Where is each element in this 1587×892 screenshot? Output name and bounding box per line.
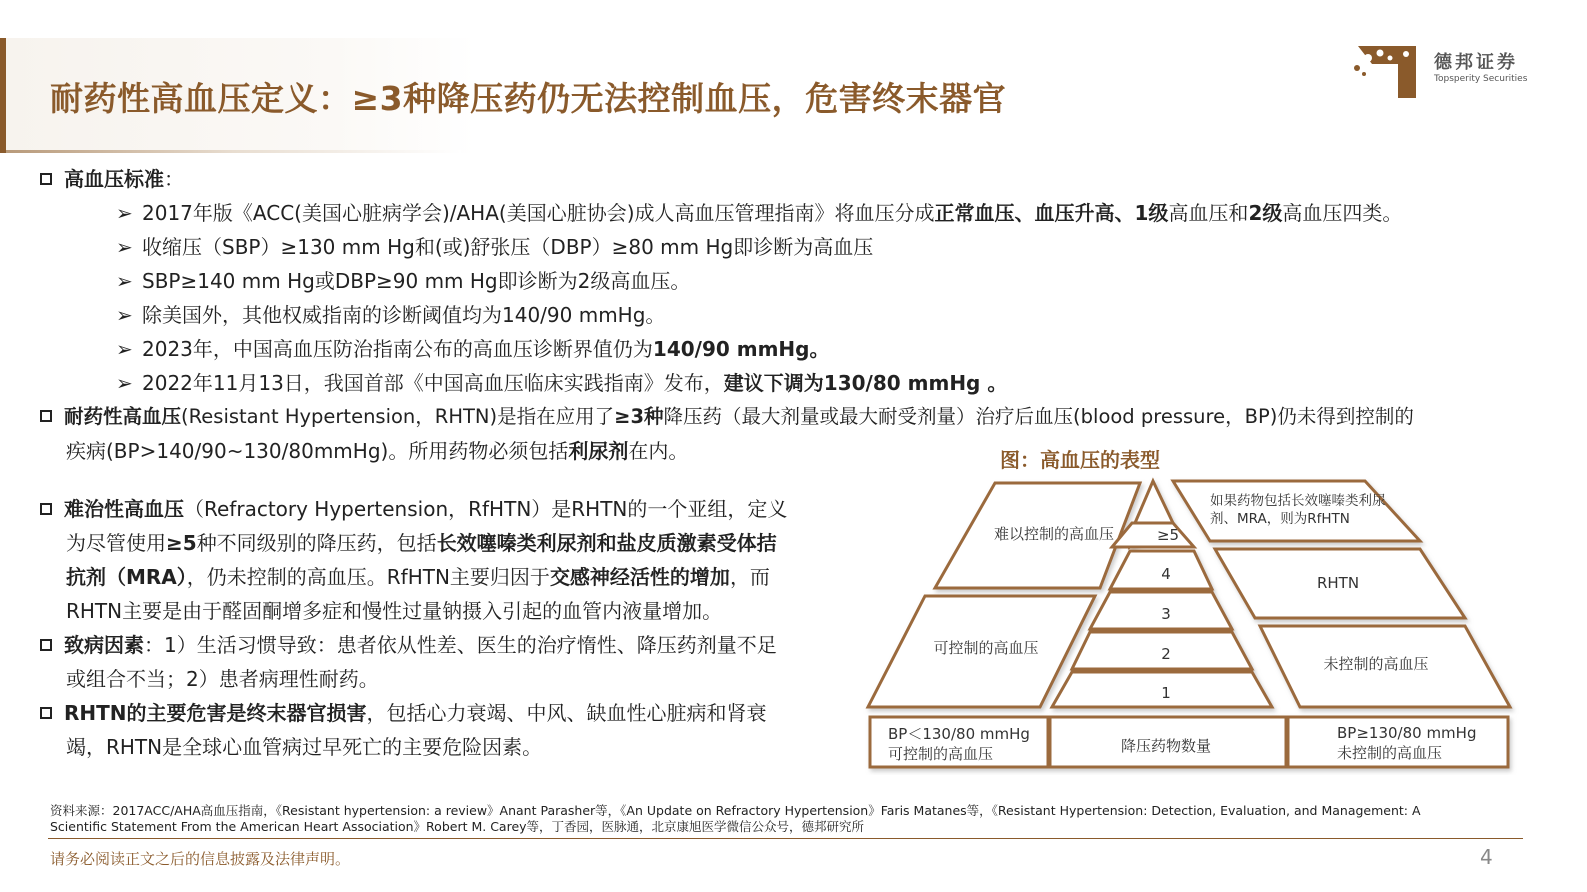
section-rhtn-definition-cont: 疾病(BP>140/90~130/80mmHg)。所用药物必须包括利尿剂在内。	[66, 439, 689, 463]
section-causes-line2: 或组合不当；2）患者病理性耐药。	[66, 667, 379, 691]
label-uncontrollable: 难以控制的高血压	[993, 525, 1115, 543]
page-number: 4	[1480, 845, 1493, 869]
source-note	[50, 803, 1490, 835]
label-rfhtn-line1: 如果药物包括长效噻嗪类利尿	[1210, 493, 1386, 509]
bullet-square-icon	[40, 707, 52, 719]
level-label-3: 3	[1161, 605, 1171, 623]
section-hypertension-standard: 高血压标准：	[40, 166, 184, 192]
bullet-square-icon	[40, 410, 52, 422]
section-harm: RHTN的主要危害是终末器官损害，包括心力衰竭、中风、缺血性心脏病和肾衰	[40, 700, 767, 726]
bullet-5: ➢ 2023年，中国高血压防治指南公布的高血压诊断界值仍为140/90 mmHg。	[116, 337, 830, 361]
bullet-2: ➢ 收缩压（SBP）≥130 mm Hg和(或)舒张压（DBP）≥80 mm Hg即诊断为高血压	[116, 235, 874, 259]
section-rfhtn: 难治性高血压（Refractory Hypertension，RfHTN）是RHTN的一个亚组，定义	[40, 496, 787, 522]
logo-english-name: Topsperity Securities	[1434, 74, 1528, 84]
arrow-bullet-icon: ➢	[116, 269, 133, 293]
bullet-1: ➢ 2017年版《ACC(美国心脏病学会)/AHA(美国心脏协会)成人高血压管理指南》将血压分成正常血压、血压升高、1级高血压和2级高血压四类。	[116, 201, 1403, 225]
bullet-4: ➢ 除美国外，其他权威指南的诊断阈值均为140/90 mmHg。	[116, 303, 666, 327]
label-uncontrolled: 未控制的高血压	[1323, 655, 1429, 673]
label-rfhtn-line2: 剂、MRA，则为RfHTN	[1210, 511, 1350, 527]
bottom-mid-label: 降压药物数量	[1120, 737, 1212, 755]
arrow-bullet-icon: ➢	[116, 371, 133, 395]
bottom-right-line1: BP≥130/80 mmHg	[1337, 724, 1477, 742]
arrow-bullet-icon: ➢	[116, 235, 133, 259]
section-causes: 致病因素：1）生活习惯导致：患者依从性差、医生的治疗惰性、降压药剂量不足	[40, 632, 777, 658]
bottom-right-line2: 未控制的高血压	[1337, 744, 1443, 762]
source-line-1: 资料来源：2017ACC/AHA高血压指南，《Resistant hypertension: a review》Anant Parasher等，《An Update on Refractory Hypertension》Faris Matanes等，《Resistant Hypertension: Detection, Evaluation, and Management: A	[50, 803, 1421, 818]
label-rhtn: RHTN	[1316, 574, 1360, 592]
bullet-square-icon	[40, 173, 52, 185]
bullet-square-icon	[40, 503, 52, 515]
logo-chinese-name: 德邦证券	[1434, 52, 1518, 73]
hypertension-phenotype-diagram	[860, 475, 1520, 775]
section-rfhtn-line2: 为尽管使用≥5种不同级别的降压药，包括长效噻嗪类利尿剂和盐皮质激素受体拮	[66, 531, 777, 555]
title-underline	[6, 150, 461, 153]
company-logo	[1352, 42, 1527, 102]
bottom-left-line1: BP＜130/80 mmHg	[888, 725, 1030, 743]
level-label-1: 1	[1161, 684, 1171, 702]
bullet-6: ➢ 2022年11月13日，我国首部《中国高血压临床实践指南》发布，建议下调为130/80 mmHg 。	[116, 371, 1008, 395]
bullet-square-icon	[40, 639, 52, 651]
section-rfhtn-line3: 抗剂（MRA），仍未控制的高血压。RfHTN主要归因于交感神经活性的增加，而	[66, 565, 770, 589]
arrow-bullet-icon: ➢	[116, 303, 133, 327]
bottom-left-line2: 可控制的高血压	[888, 745, 994, 763]
footer-divider	[48, 838, 1523, 839]
level-label-2: 2	[1161, 645, 1171, 663]
section-rfhtn-line4: RHTN主要是由于醛固酮增多症和慢性过量钠摄入引起的血管内液量增加。	[66, 599, 723, 623]
page-title: 耐药性高血压定义：≥3种降压药仍无法控制血压，危害终末器官	[50, 79, 1007, 118]
level-label-5: ≥5	[1156, 526, 1180, 544]
arrow-bullet-icon: ➢	[116, 201, 133, 225]
leopard-logo-icon	[1352, 42, 1418, 100]
arrow-bullet-icon: ➢	[116, 337, 133, 361]
section-harm-line2: 竭，RHTN是全球心血管病过早死亡的主要危险因素。	[66, 735, 543, 759]
level-label-4: 4	[1161, 565, 1171, 583]
source-line-2: Scientific Statement From the American Heart Association》Robert M. Carey等，丁香园，医脉通，北京康旭医学微信公众号，德邦研究所	[50, 819, 865, 834]
section-rhtn-definition: 耐药性高血压(Resistant Hypertension，RHTN)是指在应用了≥3种降压药（最大剂量或最大耐受剂量）治疗后血压(blood pressure，BP)仍未得到控制的	[40, 404, 1414, 430]
label-controllable: 可控制的高血压	[933, 639, 1039, 657]
legal-disclaimer: 请务必阅读正文之后的信息披露及法律声明。	[50, 850, 351, 868]
figure-title: 图：高血压的表型	[1000, 448, 1160, 472]
bullet-3: ➢ SBP≥140 mm Hg或DBP≥90 mm Hg即诊断为2级高血压。	[116, 269, 691, 293]
